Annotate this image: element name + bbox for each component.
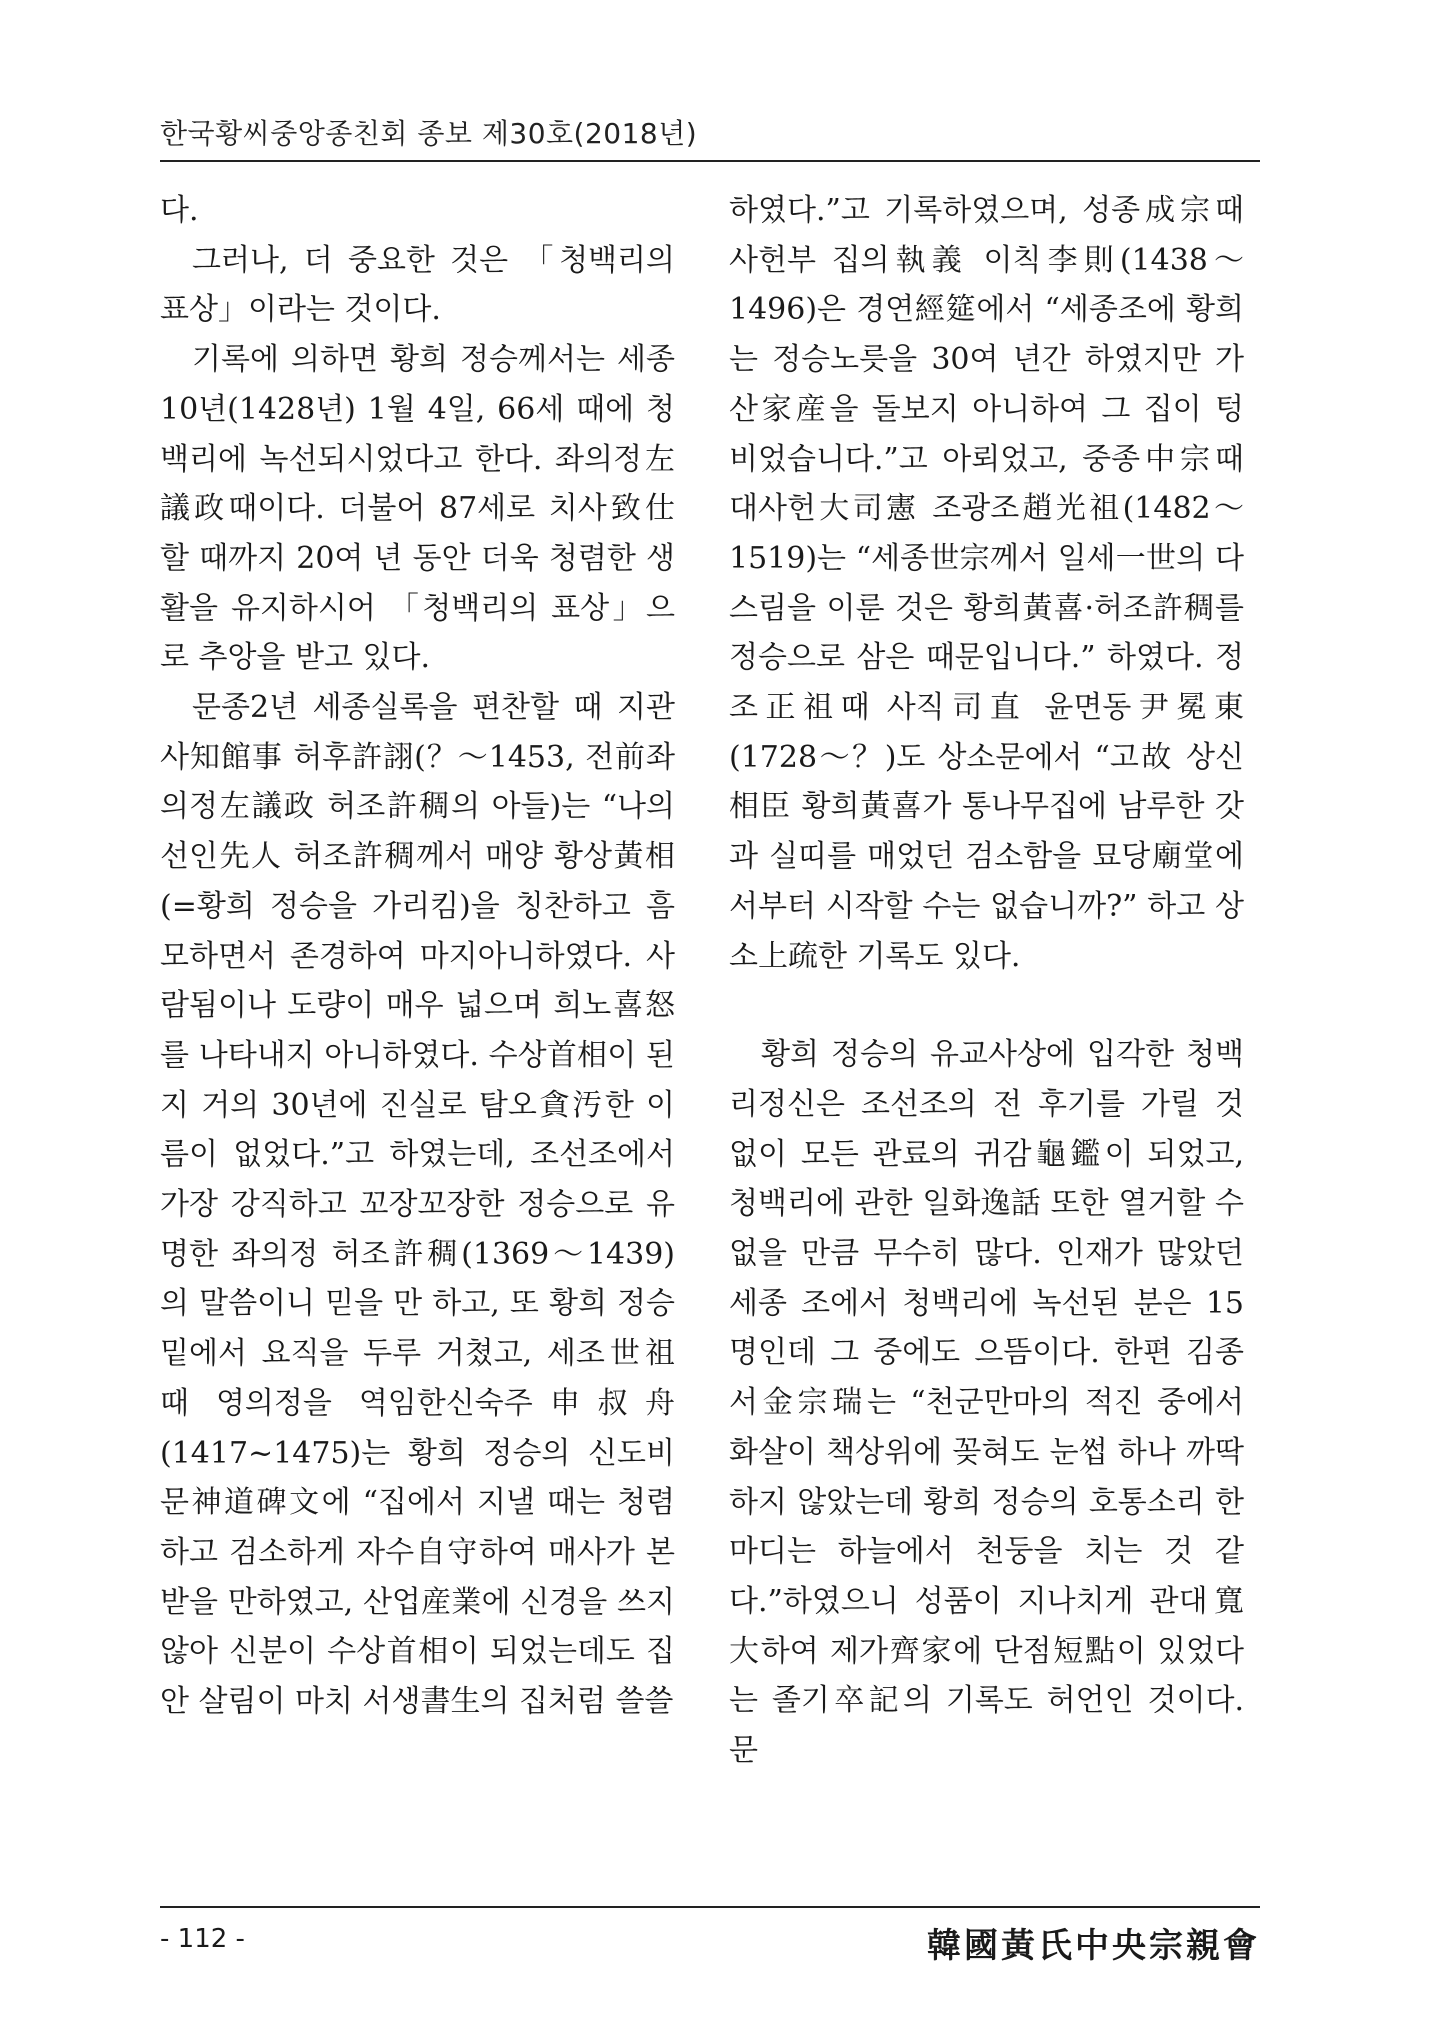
right-column [729,186,1244,1776]
organization-name: 韓國黃氏中央宗親會 [927,1926,1260,1966]
header-rule [160,160,1260,162]
left-column [160,186,675,1727]
paragraph: 다. [160,193,199,228]
page-header-title: 한국황씨중앙종친회 종보 제30호(2018년) [160,117,698,150]
paragraph: 문종2년 세종실록을 편찬할 때 지관사知館事 허후許詡(？～1453, 전前좌의정左議政 허조許稠의 아들)는 “나의 선인先人 허조許稠께서 매양 황상黃相(=황희 정승을 가리킴)을 칭찬하고 흠모하면서 존경하여 마지아니하였다. 사람됨이나 도량이 매우 넓으며 희노喜怒를 나타내지 아니하였다. 수상首相이 된 지 거의 30년에 진실로 탐오貪汚한 이름이 없었다.”고 하였는데, 조선조에서 가장 강직하고 꼬장꼬장한 정승으로 유명한 좌의정 허조許稠(1369～1439)의 말씀이니 믿을 만 하고, 또 황희 정승 밑에서 요직을 두루 거쳤고, 세조世祖 때 영의정을 역임한신숙주申叔舟(1417~1475)는 황희 정승의 신도비문神道碑文에 “집에서 지낼 때는 청렴하고 검소하게 자수自守하여 매사가 본받을 만하였고, 산업産業에 신경을 쓰지 않아 신분이 수상首相이 되었는데도 집안 살림이 마치 서생書生의 집처럼 쓸쓸 [160,690,675,1720]
footer-rule [160,1906,1260,1908]
page-number: - 112 - [160,1924,245,1954]
paragraph: 황희 정승의 유교사상에 입각한 청백리정신은 조선조의 전 후기를 가릴 것 없이 모든 관료의 귀감龜鑑이 되었고, 청백리에 관한 일화逸話 또한 열거할 수 없을 만큼 무수히 많다. 인재가 많았던 세종 조에서 청백리에 녹선된 분은 15명인데 그 중에도 으뜸이다. 한편 김종서金宗瑞는 “천군만마의 적진 중에서 화살이 책상위에 꽂혀도 눈썹 하나 까딱하지 않았는데 황희 정승의 호통소리 한마디는 하늘에서 천둥을 치는 것 같다.”하였으니 성품이 지나치게 관대寬大하여 제가齊家에 단점短點이 있었다는 졸기卒記의 기록도 허언인 것이다. 문 [729,1037,1244,1769]
paragraph: 기록에 의하면 황희 정승께서는 세종 10년(1428년) 1월 4일, 66세 때에 청백리에 녹선되시었다고 한다. 좌의정左議政때이다. 더불어 87세로 치사致仕할 때까지 20여 년 동안 더욱 청렴한 생활을 유지하시어 「청백리의 표상」으로 추앙을 받고 있다. [160,342,675,676]
paragraph: 하였다.”고 기록하였으며, 성종成宗때 사헌부 집의執義 이칙李則(1438～1496)은 경연經筵에서 “세종조에 황희는 정승노릇을 30여 년간 하였지만 가산家産을 돌보지 아니하여 그 집이 텅 비었습니다.”고 아뢰었고, 중종中宗때 대사헌大司憲 조광조趙光祖(1482～ 1519)는 “세종世宗께서 일세一世의 다스림을 이룬 것은 황희黃喜·허조許稠를 정승으로 삼은 때문입니다.” 하였다. 정조正祖때 사직司直 윤면동尹冕東(1728～？)도 상소문에서 “고故 상신相臣 황희黃喜가 통나무집에 남루한 갓과 실띠를 매었던 검소함을 묘당廟堂에서부터 시작할 수는 없습니까?” 하고 상소上疏한 기록도 있다. [729,193,1244,974]
paragraph: 그러나, 더 중요한 것은 「청백리의 표상」이라는 것이다. [160,242,675,328]
